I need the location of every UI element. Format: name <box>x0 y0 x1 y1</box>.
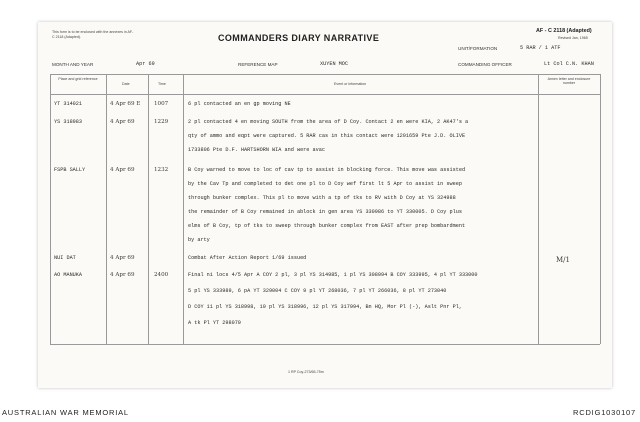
row-place: NUI DAT <box>54 255 76 261</box>
row-event-line: by the Cav Tp and completed to det one pl to D Coy wef first lt 5 Apr to assist in sweep <box>188 181 462 187</box>
col-divider <box>50 74 51 344</box>
col-divider <box>600 74 601 344</box>
month-label: MONTH AND YEAR <box>52 62 94 67</box>
row-event-line: 6 pl contacted an en gp moving NE <box>188 101 291 107</box>
row-event-line: Final ni locs 4/5 Apr A COY 2 pl, 3 pl YS 314985, 1 pl YS 308994 B COY 333995, 4 pl YT 333000 <box>188 272 478 278</box>
col-divider <box>183 74 184 344</box>
col-header-date: Date <box>122 82 130 86</box>
row-event-line: D COY 11 pl YS 318998, 10 pl YS 318996, 12 pl YS 317994, Bn HQ, Mor Pl (-), Aslt Pnr Pl, <box>188 304 462 310</box>
col-divider <box>106 74 107 344</box>
row-date: 4 Apr 69 <box>110 255 135 261</box>
col-header-place: Place and grid reference <box>58 77 98 81</box>
row-event-line: A tk Pl YT 298070 <box>188 320 241 326</box>
row-event-line: 2 pl contacted 4 en moving SOUTH from the area of D Coy. Contact 2 en were KIA, 2 AK47's a <box>188 119 469 125</box>
row-place: YT 314021 <box>54 101 83 107</box>
row-annex: M/1 <box>556 256 570 264</box>
row-event-line: 1733806 Pte D.F. HARTSHORN WIA and were avac <box>188 147 325 153</box>
row-time: 2400 <box>154 272 169 278</box>
footer-right: RCDIG1030107 <box>573 408 636 417</box>
row-time: 1232 <box>154 167 169 173</box>
row-date: 4 Apr 69 <box>110 272 135 278</box>
ref-map-label: REFERENCE MAP <box>238 62 278 67</box>
row-date: 4 Apr 69 <box>110 119 135 125</box>
form-note: This form is to be enclosed with the annexes in AF-C 2118 (Adapted). <box>52 30 134 39</box>
form-number: AF - C 2118 (Adapted) <box>536 28 592 34</box>
row-place: AO MANUKA <box>54 272 83 278</box>
row-date: 4 Apr 69 <box>110 167 135 173</box>
page-title: COMMANDERS DIARY NARRATIVE <box>218 33 380 43</box>
row-event-line: B Coy warned to move to loc of cav tp to assist in blocking force. This move was assisted <box>188 167 466 173</box>
col-divider <box>148 74 149 344</box>
row-time: 1229 <box>154 119 169 125</box>
col-header-time: Time <box>158 82 166 86</box>
revised-date: Revised Jan, 1965 <box>558 36 588 40</box>
print-code: 1 RP Coy-273/65-75m <box>288 370 324 374</box>
unit-value: 5 RAR / 1 ATF <box>520 45 561 51</box>
col-divider <box>538 74 539 344</box>
row-event-line: by arty <box>188 237 210 243</box>
footer-left: AUSTRALIAN WAR MEMORIAL <box>2 408 129 417</box>
col-header-annex: Annex letter and enclosure number <box>547 77 591 86</box>
diary-page <box>38 22 612 388</box>
row-event-line: the remainder of B Coy remained in ablock in gen area YS 330986 to YT 330005. D Coy plus <box>188 209 462 215</box>
ref-map-value: XUYEN MOC <box>320 61 349 67</box>
row-event-line: elms of B Coy, tp of tks to sweep through bunker complex from EAST after prep bombardment <box>188 223 466 229</box>
row-place: YS 318983 <box>54 119 83 125</box>
row-event-line: qty of ammo and eqpt were captured. 5 RAR cas in this contact were 1201659 Pte J.D. OLIVE <box>188 133 466 139</box>
col-header-event: Event or information <box>334 82 367 86</box>
row-time: 1007 <box>154 101 169 107</box>
row-event-line: 5 pl YS 333989, 6 pA YT 329004 C COY 9 pl YT 268036, 7 pl YT 266036, 8 pl YT 273040 <box>188 288 447 294</box>
row-event-line: through bunker complex. This pl to move with a tp of tks to RV with D Coy at YS 324988 <box>188 195 456 201</box>
co-label: COMMANDING OFFICER <box>458 62 512 67</box>
month-value: Apr 69 <box>136 61 155 67</box>
row-event-line: Combat After Action Report 1/69 issued <box>188 255 307 261</box>
unit-label: UNIT/FORMATION <box>458 46 498 51</box>
table-bottom-rule <box>50 344 600 345</box>
table-top-rule <box>50 74 600 75</box>
row-place: FSPB SALLY <box>54 167 86 173</box>
table-header-rule <box>50 94 600 95</box>
co-value: Lt Col C.N. KHAN <box>544 61 594 67</box>
row-date: 4 Apr 69 E <box>110 101 141 107</box>
